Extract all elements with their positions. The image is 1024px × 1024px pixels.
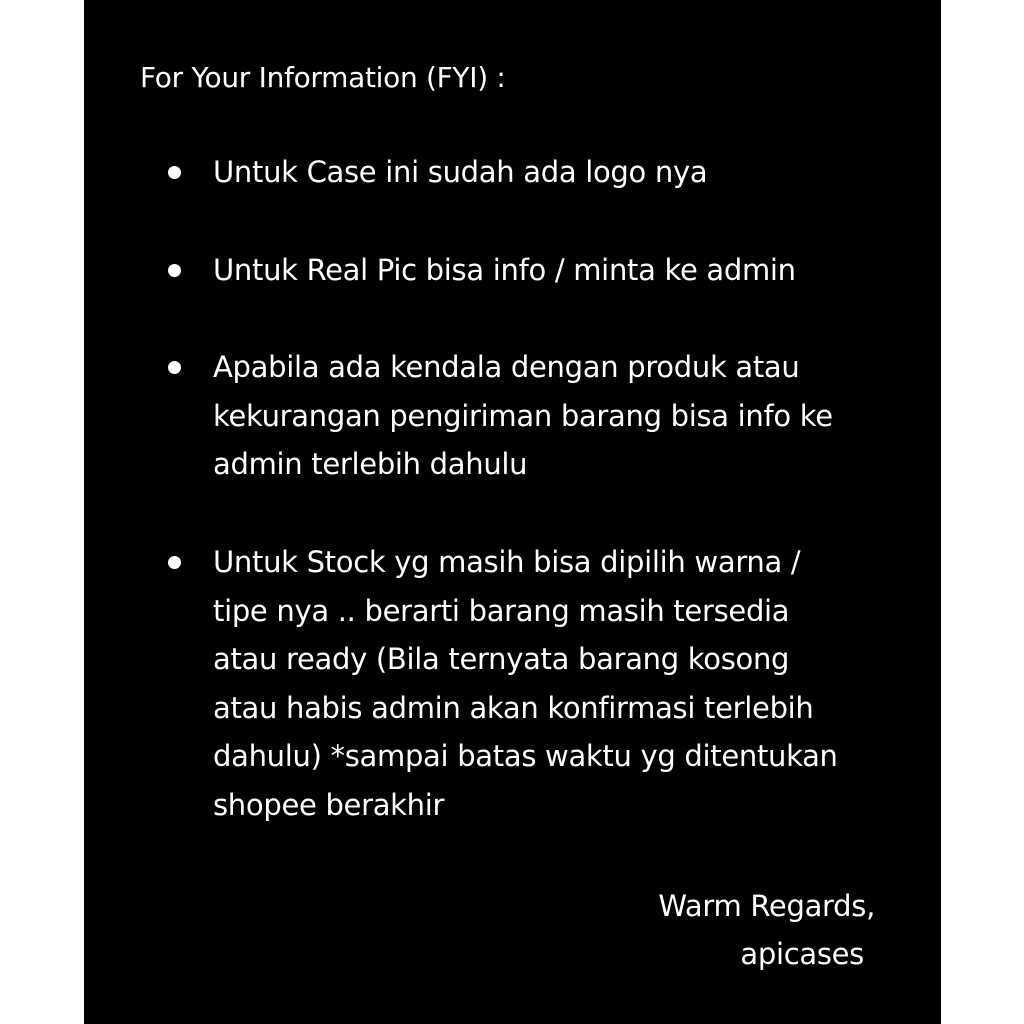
signoff-closing: Warm Regards,	[658, 889, 875, 923]
bullet-dot-icon	[168, 166, 181, 179]
signoff	[658, 882, 875, 978]
signoff-name: apicases	[740, 937, 864, 971]
info-panel	[84, 0, 941, 1024]
bullet-line: tipe nya .. berarti barang masih tersedia	[213, 593, 790, 628]
bullet-dot-icon	[168, 361, 181, 374]
bullet-line: kekurangan pengiriman barang bisa info ke	[213, 398, 833, 433]
bullet-line: shopee berakhir	[213, 787, 445, 822]
bullet-dot-icon	[168, 556, 181, 569]
bullet-text	[213, 343, 833, 489]
bullet-dot-icon	[168, 264, 181, 277]
bullet-line: Untuk Real Pic bisa info / minta ke admin	[213, 253, 796, 287]
bullet-line: Untuk Stock yg masih bisa dipilih warna /	[213, 545, 801, 579]
bullet-line: dahulu) *sampai batas waktu yg ditentukan	[213, 739, 838, 773]
bullet-line: atau habis admin akan konfirmasi terlebih	[213, 690, 814, 725]
bullet-text	[213, 148, 707, 197]
bullet-text	[213, 538, 838, 829]
fyi-heading: For Your Information (FYI) :	[140, 61, 506, 94]
bullet-line: Apabila ada kendala dengan produk atau	[213, 350, 800, 384]
bullet-line: atau ready (Bila ternyata barang kosong	[213, 642, 790, 676]
bullet-text	[213, 246, 796, 295]
bullet-line: admin terlebih dahulu	[213, 447, 528, 481]
bullet-line: Untuk Case ini sudah ada logo nya	[213, 155, 708, 189]
